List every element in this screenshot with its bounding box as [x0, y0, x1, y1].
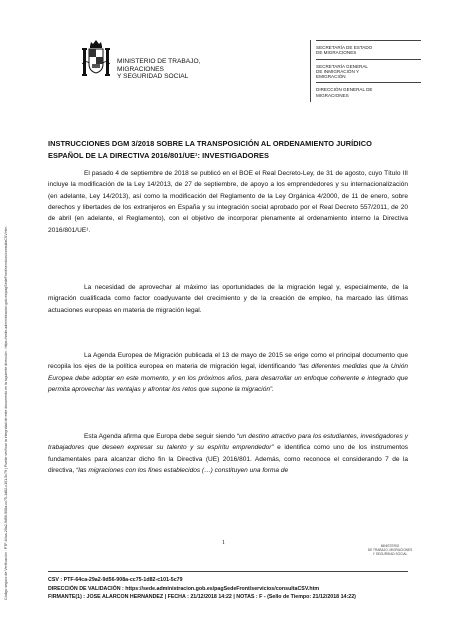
page-number: 1: [222, 540, 225, 546]
header-line: SECRETARÍA GENERAL: [316, 63, 368, 69]
signature-footer: [48, 576, 428, 602]
paragraph-3: [48, 350, 408, 395]
header-line: SECRETARÍA DE ESTADO: [316, 45, 373, 50]
ministry-line: MIGRACIONES: [117, 65, 164, 73]
paragraph-text: La Agenda Europea de Migración publicada el 13 de mayo de 2015 se erige como el principal documento que recopila los ejes de la política europea en materia de migración legal, identificando: [48, 352, 408, 371]
paragraph-text: La necesidad de aprovechar al máximo las oportunidades de la migración legal y, especialmente, de la migración cualificada como factor coadyuvante del crecimiento y de la creación de empleo, ha marcado las últimas actuaciones europeas en materia de migración legal.: [48, 284, 408, 314]
stamp-line: Y SEGURIDAD SOCIAL: [372, 551, 408, 556]
header-divider: [310, 40, 311, 102]
ministry-stamp: [360, 545, 420, 557]
secretaria-general: [316, 59, 421, 83]
ministry-line: MINISTERIO DE TRABAJO,: [117, 58, 201, 65]
validation-link[interactable]: DIRECCIÓN DE VALIDACIÓN : https://sede.administracion.gob.es/pagSedeFront/servicios/consultaCSV.htm: [48, 585, 320, 592]
paragraph-2: [48, 282, 408, 316]
paragraph-text: El pasado 4 de septiembre de 2018 se publicó en el BOE el Real Decreto-Ley, de 31 de agosto, cuyo Título III incluye la modificación de la Ley 14/2013, de 27 de septiembre, de apoyo a los emprendedores y su internacionalización (en adelante, Ley 14/2013), así como la modificación del Reglamento de la Ley Orgánica 4/2000, de 11 de enero, sobre derechos y libertades de los extranjeros en España y su integración social aprobado por el Real Decreto 557/2011, de 20 de abril (en adelante, el Reglamento), con el objetivo de incorporar plenamente al ordenamiento interno la Directiva 2016/801/UE¹.: [48, 170, 408, 234]
quoted-text: “un destino atractivo para los estudiantes, investigadores y trabajadores que deseen expresar su talento y su espíritu emprendedor”: [48, 433, 408, 452]
paragraph-text: e identifica como uno de los instrumentos fundamentales para alcanzar dicho fin la Directiva (UE) 2016/801. Además, como reconoce el considerando 7 de la directiva,: [48, 444, 408, 475]
header-line: EMIGRACIÓN: [316, 74, 346, 80]
stamp-line: MINISTERIO: [380, 544, 400, 548]
paragraph-1: [48, 168, 408, 236]
csv-side-text: Código seguro de Verificación : PTF-64ca-29a2-9d56-908a-cc75-1d82-c101-5c79 | Puede verificar la integridad de este documento en la siguiente dirección : https://sede.administracion.gob.es/pagSedeFront/servicios/consultaCSV.htm: [4, 226, 8, 600]
department-header: [316, 40, 421, 101]
paragraph-text: Esta Agenda afirma que Europa debe seguir siendo: [84, 433, 237, 440]
document-title: INSTRUCCIONES DGM 3/2018 SOBRE LA TRANSPOSICIÓN AL ORDENAMIENTO JURÍDICO ESPAÑOL DE LA DIRECTIVA 2016/801/UE¹: INVESTIGADORES: [48, 139, 372, 160]
stamp-line: DE TRABAJO, MIGRACIONES: [367, 547, 413, 552]
quoted-text: “las diferentes medidas que la Unión Europea debe adoptar en este momento, y en los próximos años, para desarrollar un enfoque coherente e integrado que permita aprovechar las ventajas y afrontar los retos que supone la migración”.: [48, 363, 409, 394]
header-line: DE INMIGRACIÓN Y: [316, 68, 360, 74]
paragraph-4: [48, 431, 408, 476]
footer-divider: [48, 571, 408, 572]
quoted-text: “las migraciones con los fines establecidos (…) constituyen una forma de: [76, 467, 289, 475]
header-line: DIRECCIÓN GENERAL DE: [316, 87, 373, 93]
ministry-line: Y SEGURIDAD SOCIAL: [117, 73, 189, 81]
signer-info: FIRMANTE(1) : JOSE ALARCON HERNANDEZ | FECHA : 21/12/2018 14:22 | NOTAS : F - (Sello de Tiempo: 21/12/2018 14:22): [48, 594, 356, 600]
secretaria-estado: [316, 40, 421, 59]
header-line: DE MIGRACIONES: [316, 50, 357, 56]
direccion-general: [316, 82, 421, 101]
header-line: MIGRACIONES: [316, 92, 349, 98]
ministry-name: [117, 58, 200, 81]
coat-of-arms-logo: [82, 38, 110, 82]
csv-code: CSV : PTF-64ca-29a2-9d56-908a-cc75-1d82-c101-5c79: [48, 577, 183, 583]
